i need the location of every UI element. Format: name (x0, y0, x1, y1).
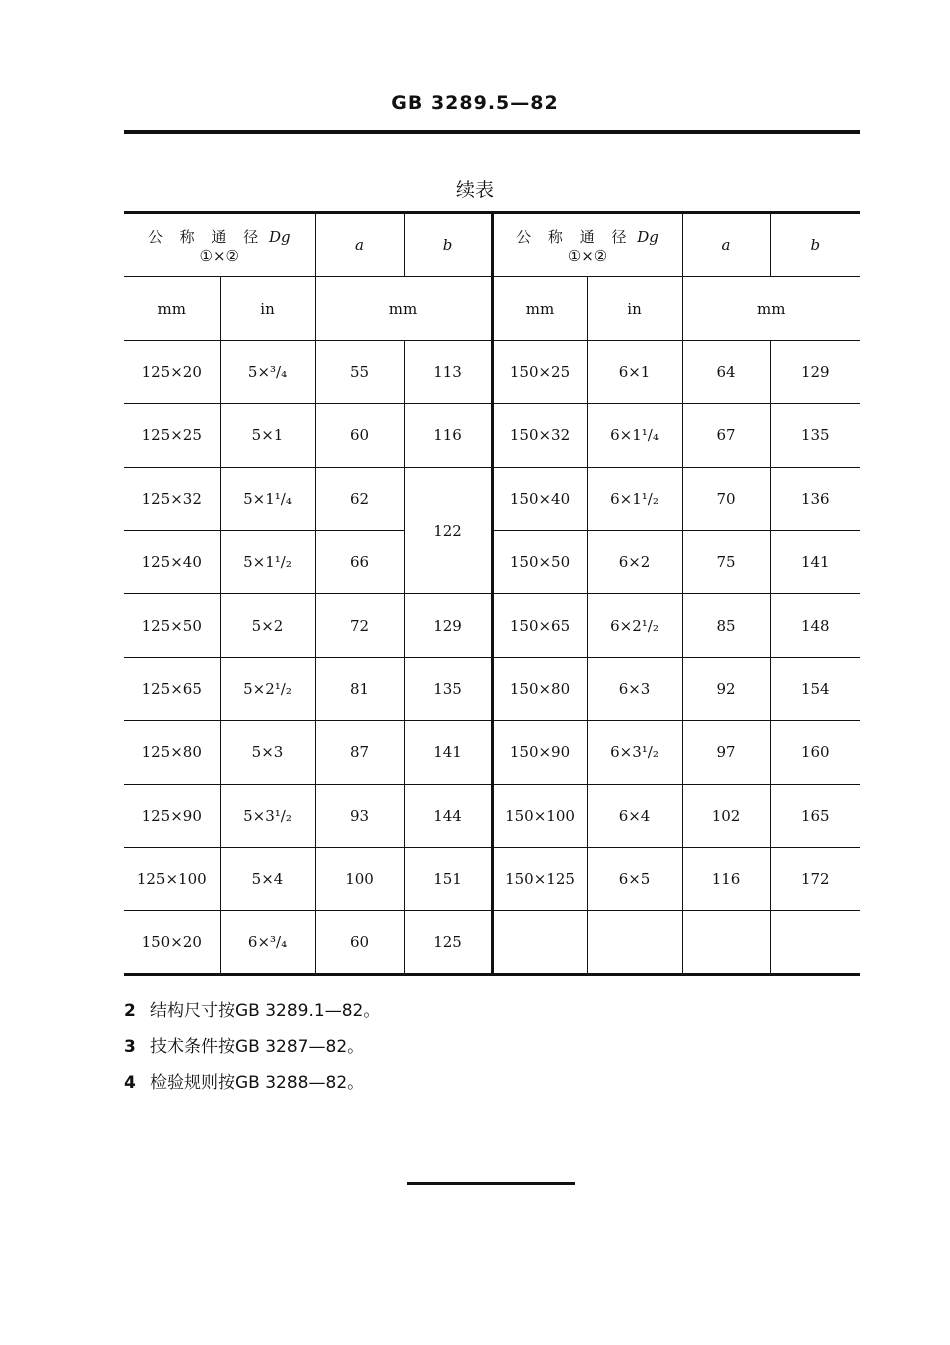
right-mm-cell: 150×90 (492, 721, 587, 784)
end-rule (407, 1182, 575, 1185)
left-in-cell: 6×³/₄ (220, 911, 315, 975)
right-in-cell: 6×3¹/₂ (587, 721, 682, 784)
right-mm-cell: 150×25 (492, 340, 587, 403)
note-number: 3 (124, 1037, 136, 1057)
note-item (124, 993, 380, 1029)
empty-cell (682, 911, 770, 975)
left-a-cell: 93 (315, 784, 404, 847)
dg-symbol: Dg (637, 227, 659, 246)
dimension-table (124, 211, 860, 976)
unit-mm-left: mm (124, 277, 220, 340)
right-mm-cell: 150×32 (492, 404, 587, 467)
right-a-cell: 75 (682, 531, 770, 594)
left-a-cell: 66 (315, 531, 404, 594)
table-caption: 续表 (455, 179, 494, 201)
right-in-cell: 6×1 (587, 340, 682, 403)
nominal-diameter-header-right (492, 213, 682, 277)
left-in-cell: 5×3 (220, 721, 315, 784)
left-in-cell: 5×1¹/₄ (220, 467, 315, 530)
left-a-cell: 81 (315, 657, 404, 720)
right-b-cell: 148 (770, 594, 860, 657)
left-mm-cell: 125×80 (124, 721, 220, 784)
right-a-cell: 92 (682, 657, 770, 720)
right-mm-cell: 150×65 (492, 594, 587, 657)
right-mm-cell: 150×50 (492, 531, 587, 594)
standard-header: GB 3289.5—82 (391, 92, 559, 114)
unit-ab-left: mm (315, 277, 492, 340)
col-b-header-right: b (770, 213, 860, 277)
right-a-cell: 85 (682, 594, 770, 657)
right-mm-cell: 150×40 (492, 467, 587, 530)
left-b-cell: 125 (404, 911, 492, 975)
note-text: 检验规则按GB 3288—82。 (150, 1073, 365, 1093)
empty-cell (770, 911, 860, 975)
left-b-cell-merged: 122 (404, 467, 492, 594)
right-in-cell: 6×2¹/₂ (587, 594, 682, 657)
left-mm-cell: 125×90 (124, 784, 220, 847)
left-mm-cell: 125×25 (124, 404, 220, 467)
table-row (124, 721, 860, 784)
right-b-cell: 165 (770, 784, 860, 847)
right-mm-cell: 150×100 (492, 784, 587, 847)
right-b-cell: 160 (770, 721, 860, 784)
nominal-diameter-sub: ①×② (567, 246, 608, 265)
right-a-cell: 70 (682, 467, 770, 530)
note-item (124, 1065, 380, 1101)
left-a-cell: 60 (315, 911, 404, 975)
left-in-cell: 5×1 (220, 404, 315, 467)
right-a-cell: 67 (682, 404, 770, 467)
left-in-cell: 5×1¹/₂ (220, 531, 315, 594)
col-a-header-right: a (682, 213, 770, 277)
nominal-diameter-label: 公 称 通 径 (516, 227, 633, 246)
table-row (124, 467, 860, 530)
note-number: 4 (124, 1073, 136, 1093)
left-a-cell: 62 (315, 467, 404, 530)
unit-ab-right: mm (682, 277, 860, 340)
left-in-cell: 5×4 (220, 848, 315, 911)
note-item (124, 1029, 380, 1065)
left-a-cell: 100 (315, 848, 404, 911)
col-b-header-left: b (404, 213, 492, 277)
left-b-cell: 129 (404, 594, 492, 657)
right-a-cell: 97 (682, 721, 770, 784)
left-a-cell: 55 (315, 340, 404, 403)
left-a-cell: 72 (315, 594, 404, 657)
right-in-cell: 6×5 (587, 848, 682, 911)
left-b-cell: 144 (404, 784, 492, 847)
right-b-cell: 129 (770, 340, 860, 403)
left-b-cell: 116 (404, 404, 492, 467)
left-b-cell: 141 (404, 721, 492, 784)
unit-in-right: in (587, 277, 682, 340)
table-row (124, 657, 860, 720)
table-row (124, 784, 860, 847)
left-mm-cell: 150×20 (124, 911, 220, 975)
right-b-cell: 135 (770, 404, 860, 467)
right-in-cell: 6×3 (587, 657, 682, 720)
left-in-cell: 5×2 (220, 594, 315, 657)
right-b-cell: 154 (770, 657, 860, 720)
table-row (124, 594, 860, 657)
left-mm-cell: 125×65 (124, 657, 220, 720)
left-mm-cell: 125×100 (124, 848, 220, 911)
left-mm-cell: 125×20 (124, 340, 220, 403)
right-in-cell: 6×4 (587, 784, 682, 847)
empty-cell (587, 911, 682, 975)
table-row (124, 911, 860, 975)
right-b-cell: 136 (770, 467, 860, 530)
table-body (124, 340, 860, 974)
right-b-cell: 172 (770, 848, 860, 911)
left-mm-cell: 125×40 (124, 531, 220, 594)
header-rule (124, 130, 860, 134)
notes (124, 993, 380, 1101)
right-a-cell: 116 (682, 848, 770, 911)
empty-cell (492, 911, 587, 975)
note-text: 结构尺寸按GB 3289.1—82。 (150, 1001, 381, 1021)
table-row (124, 340, 860, 403)
right-mm-cell: 150×80 (492, 657, 587, 720)
col-a-header-left: a (315, 213, 404, 277)
left-in-cell: 5×³/₄ (220, 340, 315, 403)
unit-mm-right: mm (492, 277, 587, 340)
left-b-cell: 113 (404, 340, 492, 403)
note-text: 技术条件按GB 3287—82。 (150, 1037, 365, 1057)
header-row-units (124, 277, 860, 340)
left-a-cell: 60 (315, 404, 404, 467)
right-a-cell: 64 (682, 340, 770, 403)
nominal-diameter-header-left (124, 213, 315, 277)
header-row-1 (124, 213, 860, 277)
right-b-cell: 141 (770, 531, 860, 594)
left-in-cell: 5×3¹/₂ (220, 784, 315, 847)
right-mm-cell: 150×125 (492, 848, 587, 911)
unit-in-left: in (220, 277, 315, 340)
left-in-cell: 5×2¹/₂ (220, 657, 315, 720)
nominal-diameter-label: 公 称 通 径 (147, 227, 265, 246)
nominal-diameter-sub: ①×② (199, 246, 239, 265)
left-mm-cell: 125×32 (124, 467, 220, 530)
left-a-cell: 87 (315, 721, 404, 784)
right-in-cell: 6×2 (587, 531, 682, 594)
table-row (124, 531, 860, 594)
left-b-cell: 151 (404, 848, 492, 911)
dg-symbol: Dg (268, 227, 291, 246)
note-number: 2 (124, 1001, 136, 1021)
right-in-cell: 6×1¹/₂ (587, 467, 682, 530)
left-b-cell: 135 (404, 657, 492, 720)
left-mm-cell: 125×50 (124, 594, 220, 657)
table-row (124, 404, 860, 467)
right-a-cell: 102 (682, 784, 770, 847)
right-in-cell: 6×1¹/₄ (587, 404, 682, 467)
table-row (124, 848, 860, 911)
